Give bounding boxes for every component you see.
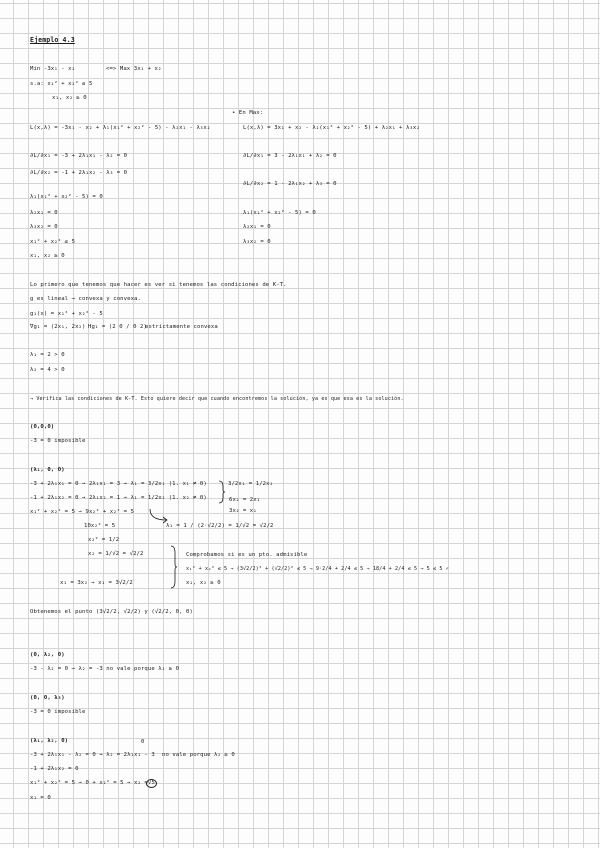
- curved-arrow-icon: [148, 508, 170, 524]
- brace-icon: [218, 480, 226, 504]
- relation-equation: 3x₂ = x₁: [229, 508, 257, 514]
- case-label: (0, 0, λ₃): [30, 695, 65, 701]
- kkt-min-line: x₁² + x₂² ≤ 5: [30, 239, 76, 245]
- case-line: 10x₂² = 5: [84, 523, 116, 529]
- kkt-min-line: λ₂x₁ = 0: [30, 210, 58, 216]
- constraint-circle: s.a: x₁² + x₂² ≤ 5: [30, 81, 93, 87]
- case-label: (0, λ₂, 0): [30, 652, 65, 658]
- case-zero-mark: 0: [141, 739, 145, 745]
- case-line: x₁ = 0: [30, 795, 51, 801]
- kkt-max-line: ∂L/∂x₂ = 1 - 2λ₁x₂ + λ₃ = 0: [243, 181, 337, 187]
- admissibility-check-line: x₁² + x₂² ≤ 5 → (3√2/2)² + (√2/2)² ≤ 5 → 9·2/4 + 2/4 ≤ 5 → 18/4 + 2/4 ≤ 5 → 5 ≤ 5 ✓: [186, 566, 449, 572]
- lambda-line: λ₁ = 2 > 0: [30, 352, 65, 358]
- explanation-line: Lo primero que tenemos que hacer es ver si tenemos las condiciones de K-T.: [30, 282, 287, 288]
- case-line: x₂² = 1/2: [88, 537, 120, 543]
- kkt-max-line: λ₂x₁ = 0: [243, 224, 271, 230]
- lagrangian-max: L(x,λ) = 3x₁ + x₂ - λ₁(x₁² + x₂² - 5) + λ₂x₁ + λ₃x₂: [243, 125, 420, 131]
- case-line: x₁² + x₂² = 5 → 9x₂² + x₂² = 5: [30, 509, 135, 515]
- case-line: -3 = 0 imposible: [30, 438, 86, 444]
- case-label: (λ₁, λ₂, 0): [30, 738, 69, 744]
- lagrangian-min: L(x,λ) = -3x₁ - x₂ + λ₁(x₁² + x₂² - 5) - λ₂x₁ - λ₃x₂: [30, 125, 211, 131]
- lambda-line: λ₂ = 4 > 0: [30, 367, 65, 373]
- kkt-min-line: λ₁(x₁² + x₂² - 5) = 0: [30, 194, 103, 200]
- case-line: -3 = 0 imposible: [30, 709, 86, 715]
- kkt-min-line: ∂L/∂x₂ = -1 + 2λ₁x₂ - λ₃ = 0: [30, 170, 128, 176]
- case-line: x₂ = 1/√2 = √2/2: [88, 551, 144, 557]
- case-line: x₁² + x₂² = 5 → 0 + x₂² = 5 → x₂ =: [30, 780, 148, 786]
- kkt-min-line: x₁, x₂ ≥ 0: [30, 253, 65, 259]
- admissibility-check-title: Comprobamos si es un pto. admisible: [186, 552, 308, 558]
- case-line: -3 - λ₂ = 0 → λ₂ = -3 no vale porque λ₂ ≥ 0: [30, 666, 180, 672]
- objective-max-equivalent: <=> Max 3x₁ + x₂: [106, 66, 162, 72]
- case-invalid-note: no vale porque λ₂ ≥ 0: [162, 752, 235, 758]
- kkt-min-line: λ₃x₂ = 0: [30, 224, 58, 230]
- explanation-line: g es lineal → convexa y convexa.: [30, 296, 141, 302]
- case-line: -1 + 2λ₁x₂ = 0: [30, 766, 79, 772]
- gradient-g1: ∇g₁ = (2x₁, 2x₂): [30, 324, 86, 330]
- case-label: (λ₁, 0, 0): [30, 467, 65, 473]
- admissibility-nonneg: x₁, x₂ ≥ 0: [186, 580, 221, 586]
- max-note: • En Max:: [232, 110, 264, 116]
- ratio-equation: 3/2x₁ = 1/2x₂: [228, 481, 274, 487]
- page-title: Ejemplo 4.3: [30, 36, 75, 44]
- constraint-nonnegative: x₁, x₂ ≥ 0: [52, 95, 87, 101]
- g1-definition: g₁(x) = x₁² + x₂² - 5: [30, 311, 103, 317]
- case-line: -1 + 2λ₁x₂ = 0 → 2λ₁x₂ = 1 → λ₁ = 1/2x₂ (1. x₂ ≠ 0): [30, 495, 207, 501]
- kkt-max-line: λ₃x₂ = 0: [243, 239, 271, 245]
- verification-note: → Verifica las condiciones de K-T. Esto quiere decir que cuando encontremos la solución, ya es que esa es la solución.: [30, 396, 404, 402]
- kkt-max-line: ∂L/∂x₁ = 3 - 2λ₁x₁ + λ₂ = 0: [243, 153, 337, 159]
- case-line: -3 + 2λ₁x₁ - λ₂ = 0 → λ₂ = 2λ₁x₁ - 3: [30, 752, 155, 758]
- relation-equation: 6x₂ = 2x₁: [229, 497, 261, 503]
- case-result: Obtenemos el punto (3√2/2, √2/2) y (√2/2, 0, 0): [30, 609, 193, 615]
- kkt-max-line: λ₁(x₁² + x₂² - 5) = 0: [243, 210, 316, 216]
- case-line: x₁ = 3x₂ → x₁ = 3√2/2: [60, 580, 133, 586]
- kkt-min-line: ∂L/∂x₁ = -3 + 2λ₁x₁ - λ₂ = 0: [30, 153, 128, 159]
- circled-result: √5: [148, 780, 155, 786]
- hessian-note: estrictamente convexa: [145, 324, 218, 330]
- hessian-g1: Hg₁ = (2 0 / 0 2): [88, 324, 147, 330]
- brace-icon: [170, 545, 178, 589]
- lambda-value: λ₁ = 1 / (2·√2/2) = 1/√2 = √2/2: [166, 523, 274, 529]
- case-line: -3 + 2λ₁x₁ = 0 → 2λ₁x₁ = 3 → λ₁ = 3/2x₁ (1. x₁ ≠ 0): [30, 481, 207, 487]
- objective-min: Min -3x₁ - x₂: [30, 66, 76, 72]
- case-label: (0,0,0): [30, 424, 55, 430]
